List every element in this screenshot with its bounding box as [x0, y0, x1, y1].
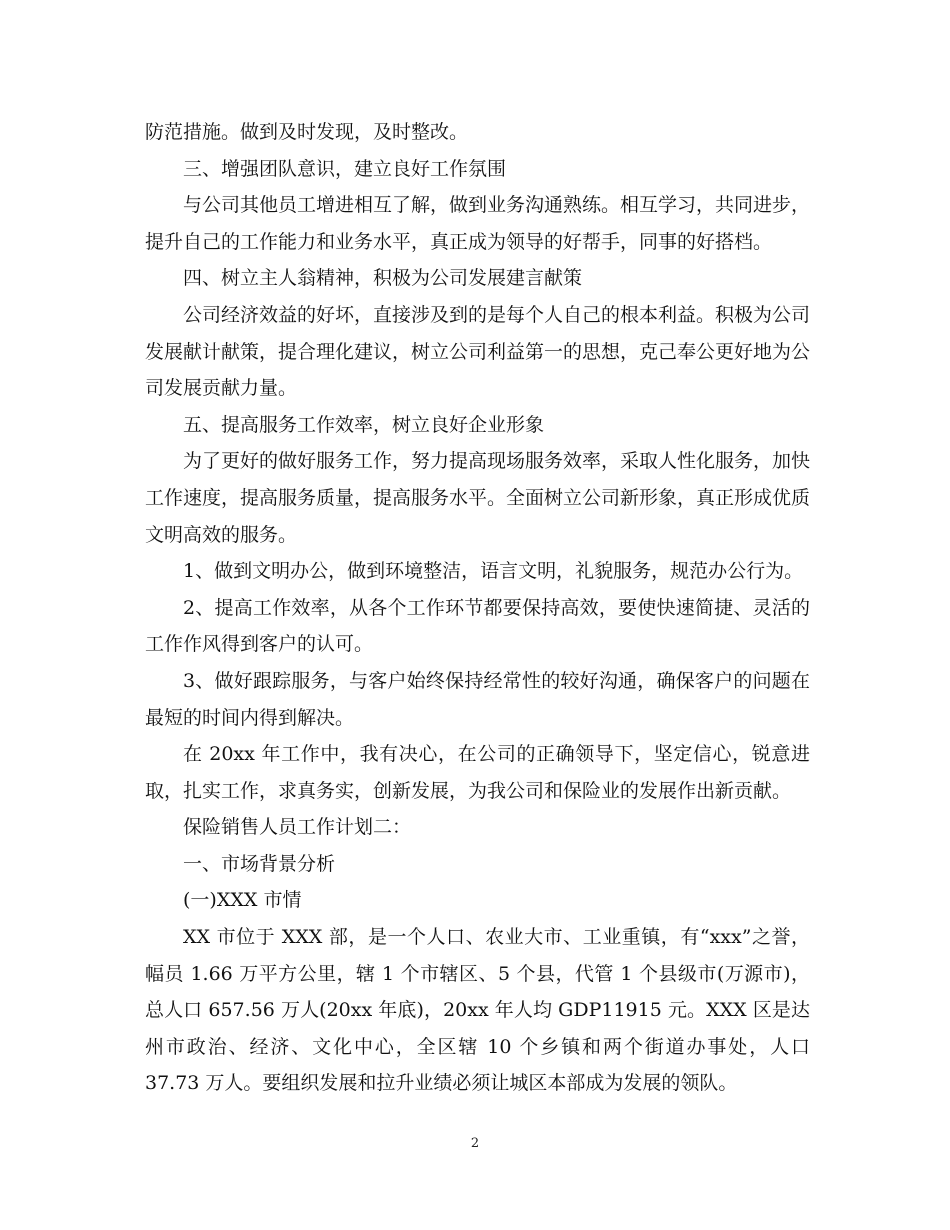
- section-heading: 一、市场背景分析: [183, 852, 336, 875]
- paragraph: 防范措施。做到及时发现，及时整改。: [145, 121, 469, 143]
- document-body: [145, 114, 810, 1102]
- list-item: 1、做到文明办公，做到环境整洁，语言文明，礼貌服务，规范办公行为。: [183, 560, 804, 583]
- paragraph: 在 20xx 年工作中，我有决心，在公司的正确领导下，坚定信心，锐意进取，扎实工作，求真务实，创新发展，为我公司和保险业的发展作出新贡献。: [145, 743, 810, 802]
- paragraph: 与公司其他员工增进相互了解，做到业务沟通熟练。相互学习，共同进步，提升自己的工作能力和业务水平，真正成为领导的好帮手，同事的好搭档。: [145, 194, 811, 253]
- paragraph: XX 市位于 XXX 部，是一个人口、农业大市、工业重镇，有“xxx”之誉，幅员 1.66 万平方公里，辖 1 个市辖区、5 个县，代管 1 个县级市(万源市)，总人口 657.56 万人(20xx 年底)，20xx 年人均 GDP11915 元。XXX 区是达州市政治、经济、文化中心，全区辖 10 个乡镇和两个街道办事处，人口 37.73 万人。要组织发展和拉升业绩必须让城区本部成为发展的领队。: [145, 926, 810, 1095]
- section-heading: 四、树立主人翁精神，积极为公司发展建言献策: [183, 267, 583, 290]
- paragraph: 公司经济效益的好坏，直接涉及到的是每个人自己的根本利益。积极为公司发展献计献策，提合理化建议，树立公司利益第一的思想，克己奉公更好地为公司发展贡献力量。: [145, 303, 811, 400]
- section-heading: 五、提高服务工作效率，树立良好企业形象: [183, 413, 545, 436]
- paragraph: 为了更好的做好服务工作，努力提高现场服务效率，采取人性化服务，加快工作速度，提高服务质量，提高服务水平。全面树立公司新形象，真正形成优质文明高效的服务。: [145, 450, 811, 546]
- page-number: 2: [470, 1136, 480, 1151]
- list-item: 2、提高工作效率，从各个工作环节都要保持高效，要使快速简捷、灵活的工作作风得到客户的认可。: [145, 596, 810, 656]
- section-heading: 三、增强团队意识，建立良好工作氛围: [183, 157, 507, 180]
- subsection-heading: (一)XXX 市情: [183, 889, 302, 912]
- list-item: 3、做好跟踪服务，与客户始终保持经常性的较好沟通，确保客户的问题在最短的时间内得到解决。: [145, 669, 810, 729]
- plan-title: 保险销售人员工作计划二：: [183, 816, 412, 839]
